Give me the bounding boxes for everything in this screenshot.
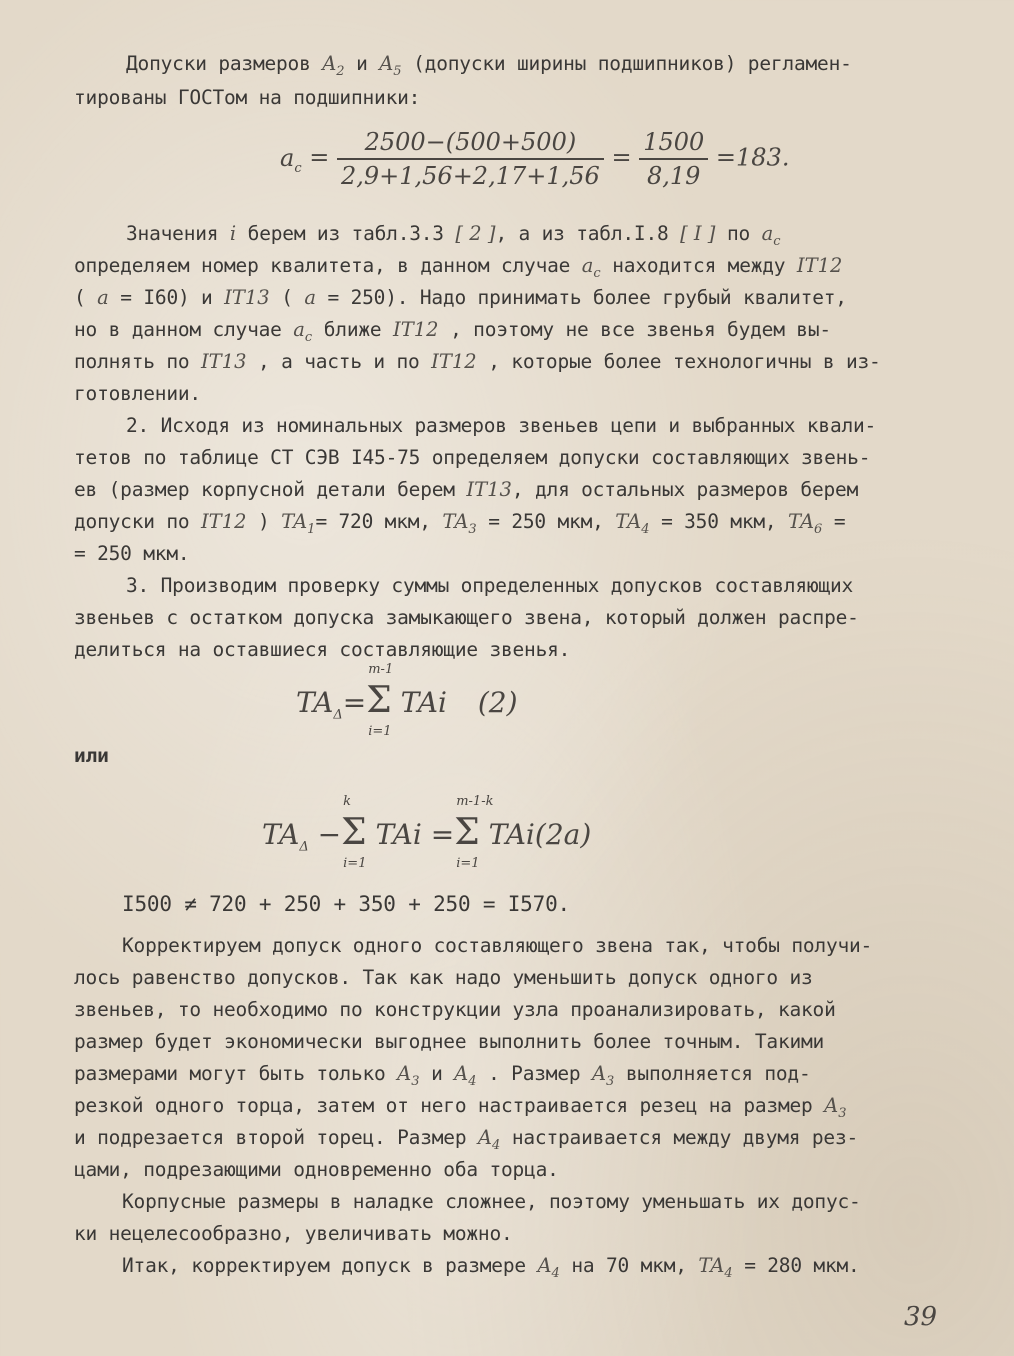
symbol-a3: $A_3$ [824,1094,847,1121]
text-line: и подрезается второй торец. Размер $A_4$ настраивается между двумя рез- [74,1126,859,1153]
formula-term: TAi [400,686,447,719]
symbol-it12: IT12 [200,510,247,533]
text-line: резкой одного торца, затем от него настраивается резец на размер $A_3$ [74,1094,847,1121]
text-line: 3. Производим проверку суммы определенных допусков составляющих [126,574,854,597]
reference: [ 2 ] [455,222,496,245]
text-line: Итак, корректируем допуск в размере $A_4$ на 70 мкм, $TA_4 = 280$ мкм. [122,1254,860,1281]
sigma-symbol: Σ m-1-k i=1 [454,794,494,871]
page-number: 39 [904,1302,938,1332]
text-line [74,86,964,110]
text-line: звеньев, то необходимо по конструкции узла проанализировать, какой [74,998,836,1021]
formula-lhs: $a_c$ [280,143,302,176]
formula-lhs: $TA_\Delta$ [262,818,309,855]
symbol-it12: IT12 [431,350,477,373]
text-line: лось равенство допусков. Так как надо уменьшить допуск одного из [74,966,813,989]
symbol-a4: $A_4$ [537,1254,560,1281]
equals-sign: = [309,143,330,172]
formula-label: (2) [477,686,518,719]
text-line [126,52,1014,84]
check-equation: I500 ≠ 720 + 250 + 350 + 250 = I570. [122,892,570,916]
symbol-ac: $a_c$ [293,318,313,345]
symbol-a4: $A_4$ [477,1126,501,1153]
text-line: определяем номер квалитета, в данном случае $a_c$ находится между IT12 [74,254,843,281]
symbol-ta1: $TA_1$ [281,510,316,537]
text-line: ев (размер корпусной детали берем IT13, для остальных размеров берем [74,478,859,501]
formula-2a: $TA_\Delta -\Sigma$ k i=1 TAi =Σ m-1-k i=1 TAi(2a) [262,794,592,871]
text-line: но в данном случае $a_c$ ближе IT12 , поэтому не все звенья будем вы- [74,318,831,345]
text-line: ки нецелесообразно, увеличивать можно. [74,1222,513,1245]
symbol-it13: IT13 [466,478,512,501]
text: и [356,52,368,75]
symbol-i: i [229,222,237,245]
text: тированы ГОСТом на подшипники: [74,86,421,109]
text-line: делиться на оставшиеся составляющие звенья. [74,638,571,661]
text: (допуски ширины подшипников) регламен- [413,52,852,75]
equals-sign: = [611,143,632,172]
text-line: = 250 мкм. [74,542,190,565]
denominator: 8,19 [647,162,701,190]
symbol-ta6: $TA_6$ [788,510,823,537]
reference: [ I ] [680,222,716,245]
formula-lhs: $TA_\Delta$ [296,686,343,723]
symbol-it12: IT12 [796,254,843,277]
text-line: Значения i берем из табл.3.3 [ 2 ], а из табл.I.8 [ I ] по $a_c$ [126,222,781,249]
symbol-a3: $A_3$ [397,1062,420,1089]
symbol-a5: $A_5$ [379,52,402,79]
text: Допуски размеров [126,52,311,75]
text-line: размерами могут быть только $A_3$ и $A_4$ . Размер $A_3$ выполняется под- [74,1062,811,1089]
text-line: Корпусные размеры в наладке сложнее, поэтому уменьшать их допус- [122,1190,861,1213]
symbol-a: a [304,286,316,309]
sigma-symbol: Σ m-1 i=1 [366,662,394,739]
text-line: Корректируем допуск одного составляющего звена так, чтобы получи- [122,934,873,957]
symbol-it13: IT13 [200,350,247,373]
text-line: звеньев с остатком допуска замыкающего звена, который должен распре- [74,606,859,629]
symbol-a3: $A_3$ [591,1062,615,1089]
symbol-ac: $a_c$ [761,222,781,249]
symbol-a4: $A_4$ [454,1062,477,1089]
formula-2: $TA_\Delta=\Sigma$ m-1 i=1 TAi (2) [296,662,518,739]
text-line: размер будет экономически выгоднее выполнить более точным. Такими [74,1030,825,1053]
symbol-a: a [97,286,109,309]
numerator: 1500 [639,128,708,160]
sigma-symbol: Σ k i=1 [341,794,367,871]
denominator: 2,9+1,56+2,17+1,56 [340,162,600,190]
fraction [337,128,604,190]
text-line: 2. Исходя из номинальных размеров звеньев цепи и выбранных квали- [126,414,877,437]
symbol-ta4: $TA_4$ [698,1254,733,1281]
symbol-ta3: $TA_3$ [442,510,477,537]
text-line: полнять по IT13 , а часть и по IT12 , которые более технологичны в из- [74,350,881,373]
text-line: или [74,744,109,767]
fraction [639,128,708,190]
text-line: тетов по таблице СТ СЭВ I45-75 определяем допуски составляющих звень- [74,446,871,469]
text-line: ( a = I60) и IT13 ( a = 250). Надо принимать более грубый квалитет, [74,286,847,309]
symbol-it13: IT13 [224,286,270,309]
formula-result: =183. [715,143,790,172]
text-line: цами, подрезающими одновременно оба торца. [74,1158,559,1181]
formula-ac [280,128,789,190]
symbol-ac: $a_c$ [581,254,601,281]
text-line: допуски по IT12 ) $TA_1= 720$ мкм, $TA_3 = 250$ мкм, $TA_4 = 350$ мкм, $TA_6$ = [74,510,846,537]
text-line: готовлении. [74,382,201,405]
numerator: 2500−(500+500) [337,128,604,160]
symbol-a2: $A_2$ [322,52,345,79]
symbol-it12: IT12 [393,318,439,341]
symbol-ta4: $TA_4$ [615,510,650,537]
